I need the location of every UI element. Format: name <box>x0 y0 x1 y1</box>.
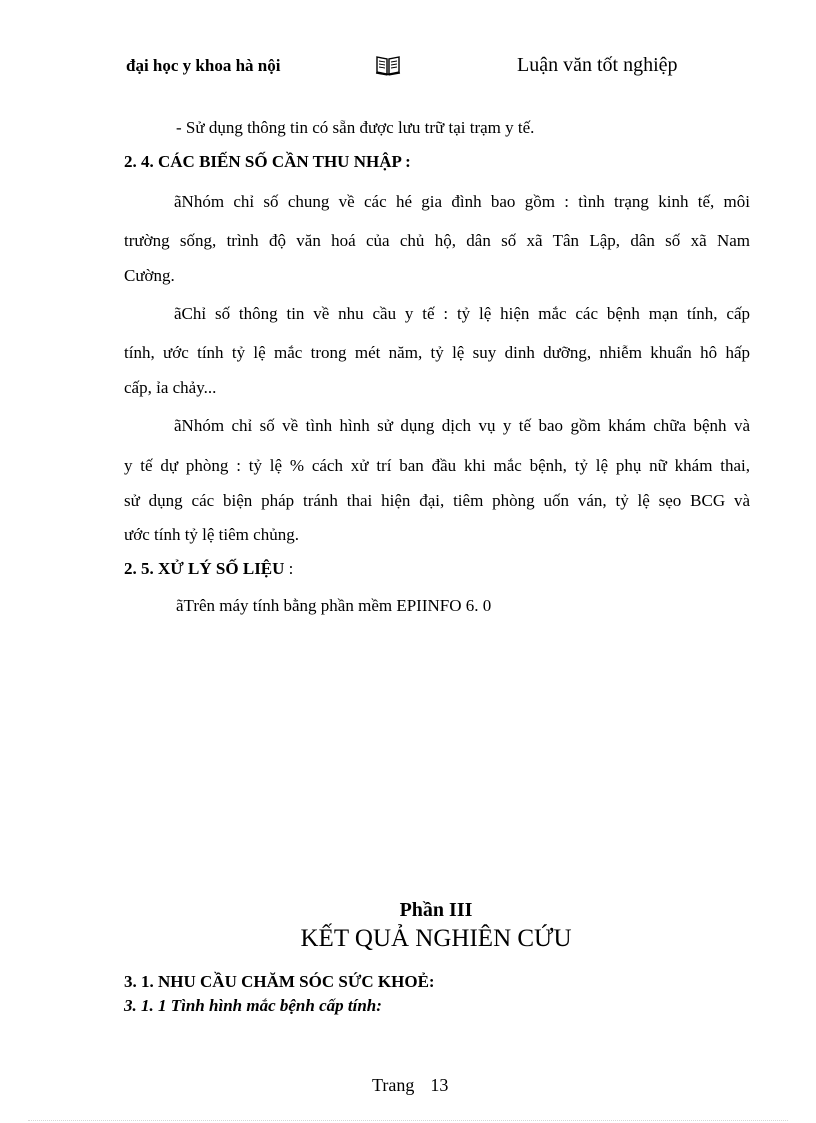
part-title: KẾT QUẢ NGHIÊN CỨU <box>300 925 572 952</box>
paragraph-3-line-2: y tế dự phòng : tỷ lệ % cách xử trí ban đầu khi mắc bệnh, tỷ lệ phụ nữ khám thai, <box>124 456 750 475</box>
paragraph-3-line-3: sử dụng các biện pháp tránh thai hiện đại, tiêm phòng uốn ván, tỷ lệ sẹo BCG và <box>124 491 750 510</box>
paragraph-3-line-4: ước tính tỷ lệ tiêm chủng. <box>124 525 299 544</box>
footer-divider <box>28 1120 788 1121</box>
paragraph-1-line-3: Cường. <box>124 266 175 285</box>
paragraph-1-line-1: ãNhóm chỉ số chung về các hé gia đình bao gồm : tình trạng kinh tế, môi <box>174 192 750 211</box>
header-thesis-title: Luận văn tốt nghiệp <box>517 54 678 76</box>
page-footer <box>372 1075 448 1096</box>
intro-bullet: - Sử dụng thông tin có sẵn được lưu trữ tại trạm y tế. <box>176 118 535 137</box>
footer-page-label: Trang <box>372 1075 415 1095</box>
section-2-5-heading-text: 2. 5. XỬ LÝ SỐ LIỆU <box>124 559 285 578</box>
section-2-5-heading <box>124 559 293 579</box>
paragraph-2-line-2: tính, ước tính tỷ lệ mắc trong mét năm, tỷ lệ suy dinh dưỡng, nhiễm khuẩn hô hấp <box>124 343 750 362</box>
paragraph-2-line-3: cấp, ỉa chảy... <box>124 378 217 397</box>
page-header <box>0 54 816 84</box>
section-2-5-heading-suffix: : <box>284 559 294 578</box>
paragraph-2-line-1: ãChỉ số thông tin về nhu cầu y tế : tỷ lệ hiện mắc các bệnh mạn tính, cấp <box>174 304 750 323</box>
book-icon <box>375 54 401 76</box>
paragraph-1-line-2: trường sống, trình độ văn hoá của chủ hộ, dân số xã Tân Lập, dân số xã Nam <box>124 231 750 250</box>
section-3-1-1-heading: 3. 1. 1 Tình hình mắc bệnh cấp tính: <box>124 996 382 1015</box>
section-2-5-text: ãTrên máy tính bằng phần mềm EPIINFO 6. 0 <box>176 596 492 615</box>
footer-page-number: 13 <box>430 1075 449 1095</box>
paragraph-3-line-1: ãNhóm chỉ số về tình hình sử dụng dịch vụ y tế bao gồm khám chữa bệnh và <box>174 416 750 435</box>
section-3-1-heading: 3. 1. NHU CẦU CHĂM SÓC SỨC KHOẺ: <box>124 972 435 991</box>
part-label: Phần III <box>399 899 473 921</box>
header-university: đại học y khoa hà nội <box>126 56 281 75</box>
section-2-4-heading: 2. 4. CÁC BIẾN SỐ CẦN THU NHẬP : <box>124 152 411 171</box>
